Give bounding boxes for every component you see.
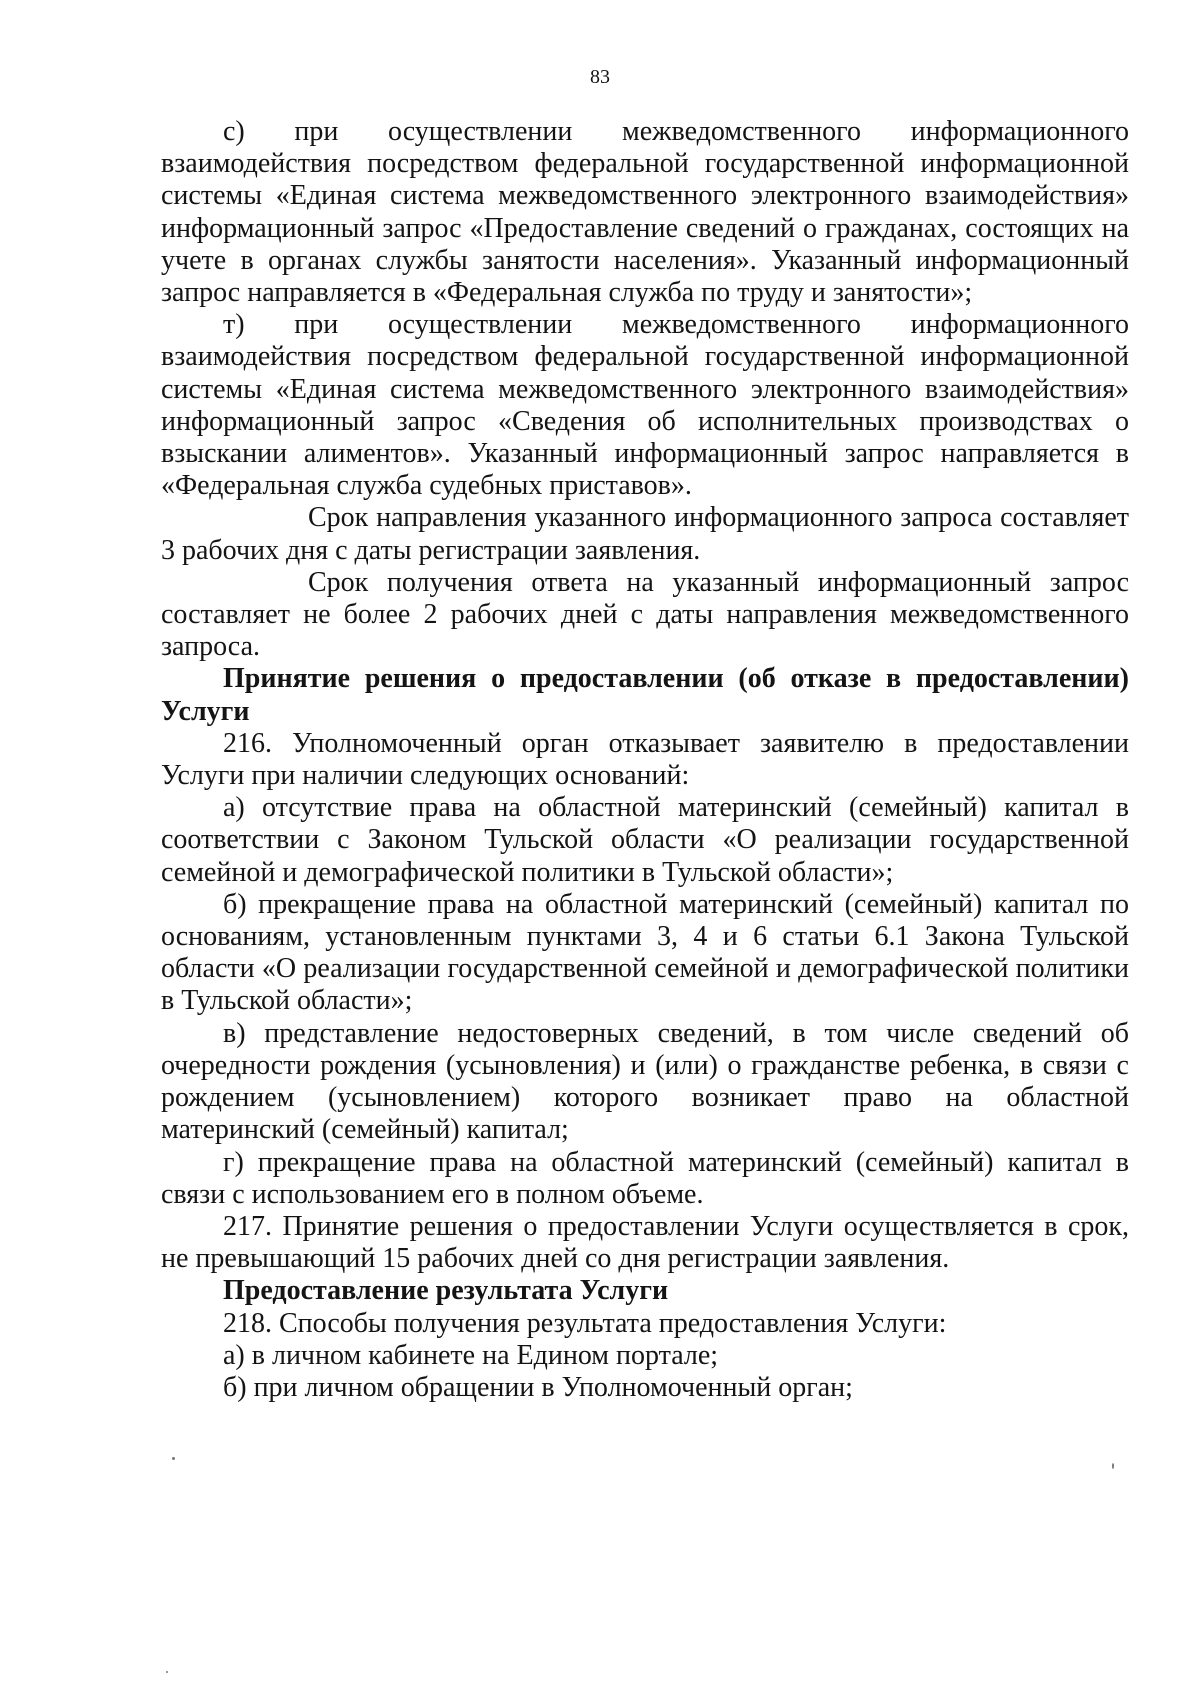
paragraph-item-v: в) представление недостоверных сведений, в том числе сведений об очередности рождения (усыновления) и (или) о гражданстве ребенка, в связи с рождением (усыновлением) которого возникает право на областной материнский (семейный) капитал; xyxy=(161,1017,1129,1146)
section-heading-decision: Принятие решения о предоставлении (об отказе в предоставлении) Услуги xyxy=(161,663,1129,727)
paragraph-result-item-b: б) при личном обращении в Уполномоченный орган; xyxy=(223,1371,853,1403)
paragraph-item-t: т) при осуществлении межведомственного информационного взаимодействия посредством федеральной государственной информационной системы «Единая система межведомственного электронного взаимодействия» информационный запрос «Сведения об исполнительных производствах о взыскании алиментов». Указанный информационный запрос направляется в «Федеральная служба судебных приставов». xyxy=(161,309,1129,502)
paragraph-item-b: б) прекращение права на областной материнский (семейный) капитал по основаниям, установленным пунктами 3, 4 и 6 статьи 6.1 Закона Тульской области «О реализации государственной семейной и демографической политики в Тульской области»; xyxy=(161,888,1129,1017)
paragraph-217: 217. Принятие решения о предоставлении Услуги осуществляется в срок, не превышающий 15 рабочих дней со дня регистрации заявления. xyxy=(161,1210,1129,1275)
page-number: 83 xyxy=(590,66,610,88)
paragraph-request-deadline: Срок направления указанного информационного запроса составляет 3 рабочих дня с даты регистрации заявления. xyxy=(161,502,1129,566)
paragraph-218: 218. Способы получения результата предоставления Услуги: xyxy=(223,1307,947,1339)
paragraph-result-item-a: а) в личном кабинете на Едином портале; xyxy=(223,1339,719,1371)
paragraph-item-a: а) отсутствие права на областной материнский (семейный) капитал в соответствии с Законом Тульской области «О реализации государственной семейной и демографической политики в Тульской области»; xyxy=(161,792,1129,888)
paragraph-response-deadline: Срок получения ответа на указанный информационный запрос составляет не более 2 рабочих дней с даты направления межведомственного запроса. xyxy=(161,566,1129,663)
scan-speck xyxy=(1112,1463,1114,1469)
paragraph-216: 216. Уполномоченный орган отказывает заявителю в предоставлении Услуги при наличии следующих оснований: xyxy=(161,727,1129,792)
paragraph-item-s: с) при осуществлении межведомственного информационного взаимодействия посредством федеральной государственной информационной системы «Единая система межведомственного электронного взаимодействия» информационный запрос «Предоставление сведений о гражданах, состоящих на учете в органах службы занятости населения». Указанный информационный запрос направляется в «Федеральная служба по труду и занятости»; xyxy=(161,116,1129,309)
scan-speck xyxy=(172,1457,175,1460)
scan-speck xyxy=(166,1671,168,1673)
section-heading-result: Предоставление результата Услуги xyxy=(223,1275,669,1307)
document-body xyxy=(161,116,1129,1404)
paragraph-item-g: г) прекращение права на областной материнский (семейный) капитал в связи с использованием его в полном объеме. xyxy=(161,1146,1129,1210)
